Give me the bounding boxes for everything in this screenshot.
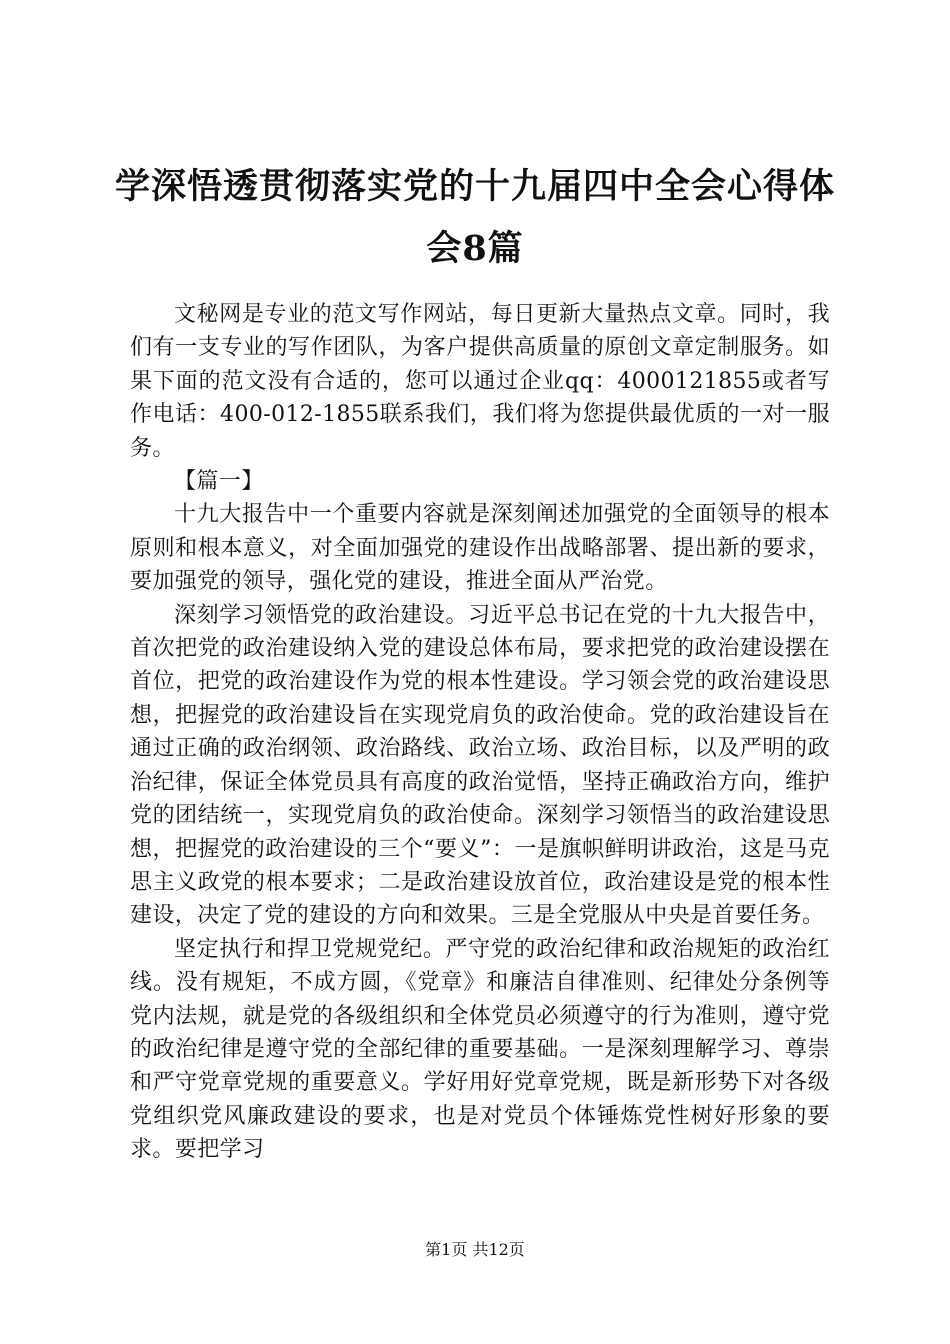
document-title: 学深悟透贯彻落实党的十九届四中全会心得体会8篇	[114, 166, 835, 269]
section-heading: 【篇一】	[174, 469, 264, 495]
intro-paragraph: 文秘网是专业的范文写作网站，每日更新大量热点文章。同时，我们有一支专业的写作团队，为客户提供高质量的原创文章定制服务。如果下面的范文没有合适的，您可以通过企业qq：4000121855或者写作电话：400-012-1855联系我们，我们将为您提供最优质的一对一服务。	[130, 302, 830, 461]
body-paragraph: 十九大报告中一个重要内容就是深刻阐述加强党的全面领导的根本原则和根本意义，对全面加强党的建设作出战略部署、提出新的要求，要加强党的领导，强化党的建设，推进全面从严治党。	[130, 502, 830, 595]
page-number-footer: 第1页 共12页	[425, 1240, 525, 1259]
body-paragraph: 坚定执行和捍卫党规党纪。严守党的政治纪律和政治规矩的政治红线。没有规矩，不成方圆，《党章》和廉洁自律准则、纪律处分条例等党内法规，就是党的各级组织和全体党员必须遵守的行为准则，遵守党的政治纪律是遵守党的全部纪律的重要基础。一是深刻理解学习、尊崇和严守党章党规的重要意义。学好用好党章党规，既是新形势下对各级党组织党风廉政建设的要求，也是对党员个体锤炼党性树好形象的要求。要把学习	[130, 936, 830, 1163]
document-body	[130, 298, 830, 1167]
body-paragraph: 深刻学习领悟党的政治建设。习近平总书记在党的十九大报告中，首次把党的政治建设纳入党的建设总体布局，要求把党的政治建设摆在首位，把党的政治建设作为党的根本性建设。学习领会党的政治建设思想，把握党的政治建设旨在实现党肩负的政治使命。党的政治建设旨在通过正确的政治纲领、政治路线、政治立场、政治目标，以及严明的政治纪律，保证全体党员具有高度的政治觉悟，坚持正确政治方向，维护党的团结统一，实现党肩负的政治使命。深刻学习领悟当的政治建设思想，把握党的政治建设的三个“要义”：一是旗帜鲜明讲政治，这是马克思主义政党的根本要求；二是政治建设放首位，政治建设是党的根本性建设，决定了党的建设的方向和效果。三是全党服从中央是首要任务。	[130, 602, 830, 929]
